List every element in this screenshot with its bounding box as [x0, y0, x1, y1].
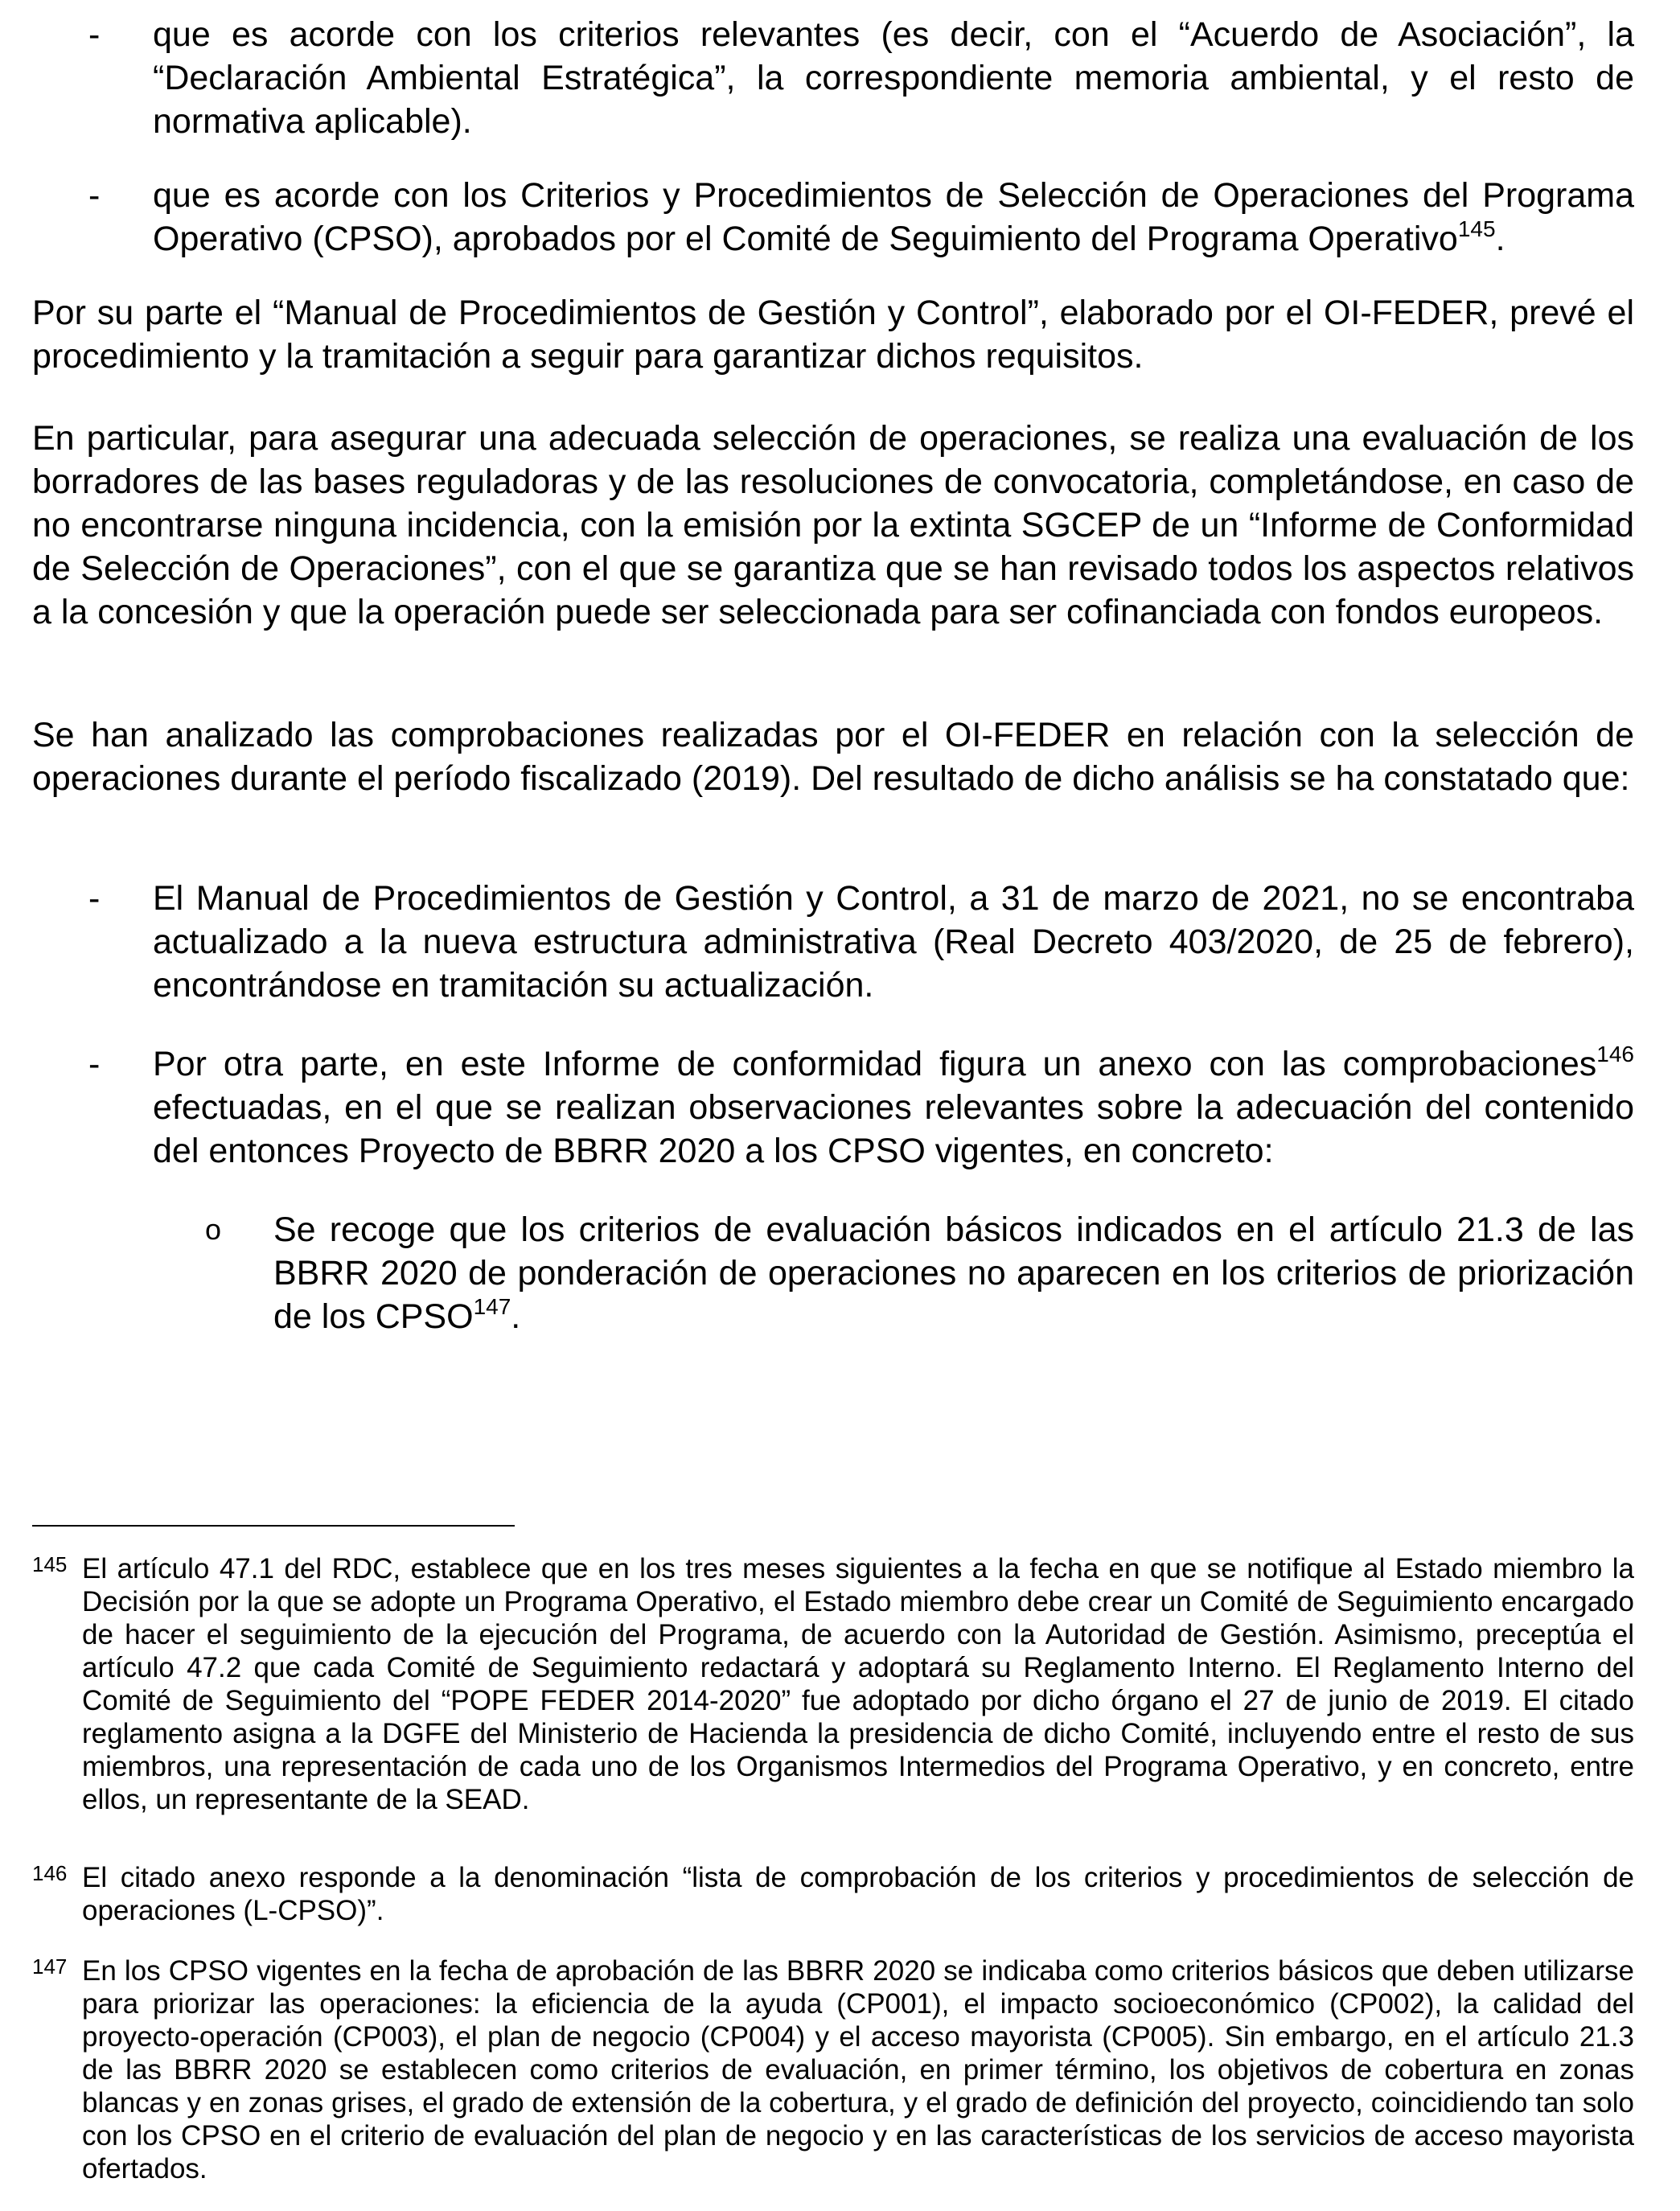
footnote-separator	[32, 1525, 515, 1527]
footnote-ref-145[interactable]: 145	[1457, 216, 1496, 241]
sub-list-item-text	[273, 1208, 1634, 1338]
list-dash-marker: -	[88, 176, 101, 215]
sub-list-item-tail: .	[511, 1297, 521, 1336]
paragraph-seleccion: En particular, para asegurar una adecuada selección de operaciones, se realiza una evaluación de los borradores de las bases reguladoras y de las resoluciones de convocatoria, completándose, en caso de no encontrarse ninguna incidencia, con la emisión por la extinta SGCEP de un “Informe de Conformidad de Selección de Operaciones”, con el que se garantiza que se han revisado todos los aspectos relativos a la concesión y que la operación puede ser seleccionada para ser cofinanciada con fondos europeos.	[32, 419, 1634, 631]
list-dash-marker: -	[88, 15, 101, 54]
footnote-number: 145	[32, 1552, 68, 1576]
footnote-number: 147	[32, 1954, 68, 1979]
list-item-text: El Manual de Procedimientos de Gestión y Control, a 31 de marzo de 2021, no se encontraba actualizado a la nueva estructura administrativa (Real Decreto 403/2020, de 25 de febrero), encontrándose en tramitación su actualización.	[153, 879, 1634, 1005]
list-item-text-main: que es acorde con los Criterios y Procedimientos de Selección de Operaciones del Programa Operativo (CPSO), aprobados por el Comité de Seguimiento del Programa Operativo	[153, 176, 1634, 258]
footnote-text: El citado anexo responde a la denominación “lista de comprobación de los criterios y procedimientos de selección de operaciones (L-CPSO)”.	[82, 1862, 1634, 1926]
list-item-text-after: efectuadas, en el que se realizan observaciones relevantes sobre la adecuación del contenido del entonces Proyecto de BBRR 2020 a los CPSO vigentes, en concreto:	[153, 1088, 1634, 1170]
sub-list-item-text-main: Se recoge que los criterios de evaluación básicos indicados en el artículo 21.3 de las BBRR 2020 de ponderación de operaciones no aparecen en los criterios de priorización de los CPSO	[273, 1210, 1634, 1336]
list-item-text	[153, 1042, 1634, 1173]
list-item-text: que es acorde con los criterios relevantes (es decir, con el “Acuerdo de Asociación”, la “Declaración Ambiental Estratégica”, la correspondiente memoria ambiental, y el resto de normativa aplicable).	[153, 15, 1634, 141]
list-item-text-before: Por otra parte, en este Informe de conformidad figura un anexo con las comprobaciones	[153, 1045, 1597, 1083]
footnote-145	[32, 1552, 1634, 1816]
paragraph-analisis: Se han analizado las comprobaciones realizadas por el OI-FEDER en relación con la selección de operaciones durante el período fiscalizado (2019). Del resultado de dicho análisis se ha constatado que:	[32, 716, 1634, 798]
list-circle-marker: o	[205, 1213, 222, 1246]
footnote-text: En los CPSO vigentes en la fecha de aprobación de las BBRR 2020 se indicaba como criterios básicos que deben utilizarse para priorizar las operaciones: la eficiencia de la ayuda (CP001), el impacto socioeconómico (CP002), la calidad del proyecto-operación (CP003), el plan de negocio (CP004) y el acceso mayorista (CP005). Sin embargo, en el artículo 21.3 de las BBRR 2020 se establecen como criterios de evaluación, en primer término, los objetivos de cobertura en zonas blancas y en zonas grises, el grado de extensión de la cobertura, y el grado de definición del proyecto, coincidiendo tan solo con los CPSO en el criterio de evaluación del plan de negocio y en las características de los servicios de acceso mayorista ofertados.	[82, 1955, 1634, 2184]
footnote-147	[32, 1954, 1634, 2185]
paragraph-manual: Por su parte el “Manual de Procedimientos de Gestión y Control”, elaborado por el OI-FEDER, prevé el procedimiento y la tramitación a seguir para garantizar dichos requisitos.	[32, 294, 1634, 376]
footnote-text: El artículo 47.1 del RDC, establece que en los tres meses siguientes a la fecha en que se notifique al Estado miembro la Decisión por la que se adopte un Programa Operativo, el Estado miembro debe crear un Comité de Seguimiento encargado de hacer el seguimiento de la ejecución del Programa, de acuerdo con la Autoridad de Gestión. Asimismo, preceptúa el artículo 47.2 que cada Comité de Seguimiento redactará y adoptará su Reglamento Interno. El Reglamento Interno del Comité de Seguimiento del “POPE FEDER 2014-2020” fue adoptado por dicho órgano el 27 de junio de 2019. El citado reglamento asigna a la DGFE del Ministerio de Hacienda la presidencia de dicho Comité, incluyendo entre el resto de sus miembros, una representación de cada uno de los Organismos Intermedios del Programa Operativo, y en concreto, entre ellos, un representante de la SEAD.	[82, 1553, 1634, 1815]
footnote-number: 146	[32, 1861, 68, 1885]
footnote-146	[32, 1861, 1634, 1927]
footnote-ref-146[interactable]: 146	[1596, 1041, 1634, 1066]
footnote-ref-147[interactable]: 147	[473, 1293, 511, 1319]
list-dash-marker: -	[88, 1045, 101, 1083]
list-dash-marker: -	[88, 879, 101, 918]
list-item-text	[153, 174, 1634, 261]
list-item-text-tail: .	[1495, 220, 1505, 258]
